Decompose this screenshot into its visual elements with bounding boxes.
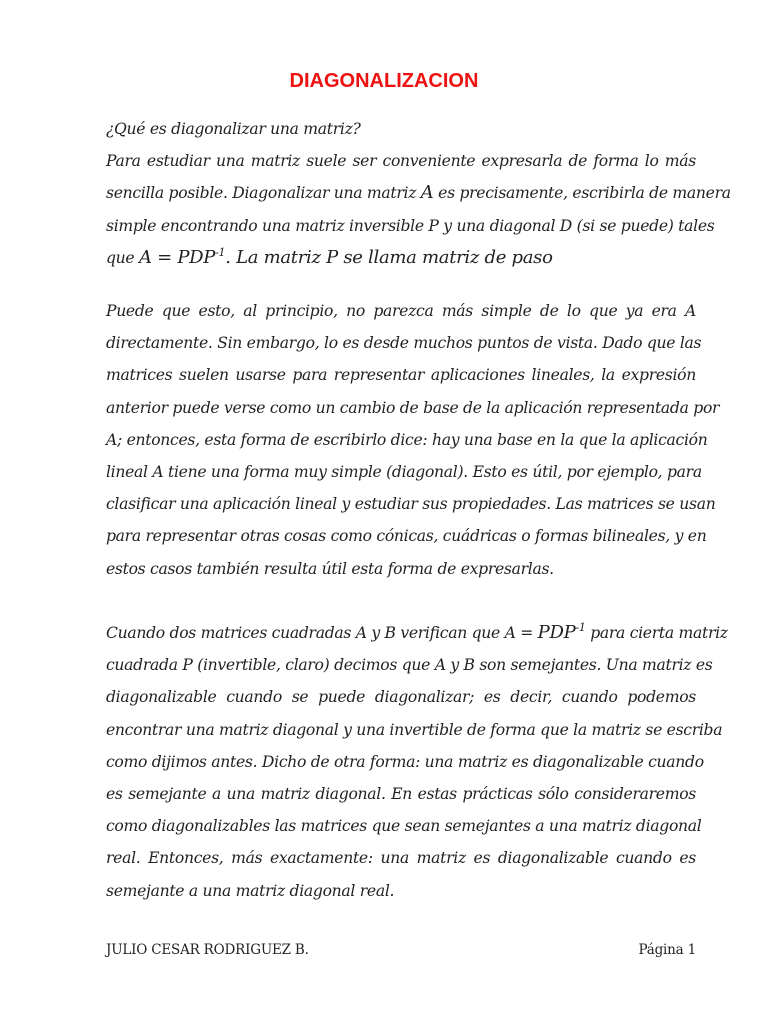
paragraph-2-line: Puede que esto, al principio, no parezca más simple de lo que ya era A [106,302,696,320]
paragraph-3-line: semejante a una matriz diagonal real. [106,881,395,900]
page-footer [106,942,696,958]
paragraph-1-line [106,242,696,274]
paragraph-3-line: encontrar una matriz diagonal y una invertible de forma que la matriz se escriba [106,720,723,739]
paragraph-3-line: es semejante a una matriz diagonal. En estas prácticas sólo consideraremos [106,784,696,803]
paragraph-3 [106,617,728,907]
paragraph-1-line [106,177,731,209]
paragraph-1-line: Para estudiar una matriz suele ser conveniente expresarla de forma lo más [106,152,696,171]
matrix-symbol: A [420,182,434,204]
exponent: -1 [575,621,586,634]
text-span: para cierta matriz [585,624,728,642]
formula: A = PDP [139,246,216,268]
paragraph-2-line: A; entonces, esta forma de escribirlo dice: hay una base en la que la aplicación [106,430,708,449]
text-span: Cuando dos matrices cuadradas A y B verifican que A = [106,624,538,642]
page-number: Página 1 [638,942,696,958]
paragraph-2-line: directamente. Sin embargo, lo es desde muchos puntos de vista. Dado que las [106,334,702,353]
footer-author: JULIO CESAR RODRIGUEZ B. [106,942,309,958]
paragraph-2-line: anterior puede verse como un cambio de base de la aplicación representada por [106,398,720,417]
paragraph-3-line [106,617,728,649]
paragraph-3-line: real. Entonces, más exactamente: una matriz es diagonalizable cuando es [106,849,696,868]
paragraph-3-line: como dijimos antes. Dicho de otra forma: una matriz es diagonalizable cuando [106,752,704,771]
paragraph-3-line: como diagonalizables las matrices que sean semejantes a una matriz diagonal [106,817,702,836]
exponent: -1 [215,245,226,259]
question-heading: ¿Qué es diagonalizar una matriz? [106,120,361,138]
paragraph-2-line: estos casos también resulta útil esta forma de expresarlas. [106,559,554,578]
paragraph-1-line: simple encontrando una matriz inversible P y una diagonal D (si se puede) tales [106,216,715,235]
paragraph-3-line: cuadrada P (invertible, claro) decimos que A y B son semejantes. Una matriz es [106,656,713,675]
text-span: sencilla posible. Diagonalizar una matriz [106,184,421,203]
formula: PDP [537,622,576,643]
text-span: es precisamente, escribirla de manera [433,184,731,203]
paragraph-2-line: matrices suelen usarse para representar aplicaciones lineales, la expresión [106,366,696,385]
text-span: . La matriz P se llama matriz de paso [225,246,553,268]
intro-section [106,113,731,274]
paragraph-2-line: para representar otras cosas como cónicas, cuádricas o formas bilineales, y en [106,527,707,546]
paragraph-2 [106,295,720,585]
document-title: DIAGONALIZACION [289,70,479,92]
text-span: que [106,248,140,267]
paragraph-3-line: diagonalizable cuando se puede diagonalizar; es decir, cuando podemos [106,688,696,707]
paragraph-2-line: clasificar una aplicación lineal y estudiar sus propiedades. Las matrices se usan [106,495,716,514]
paragraph-2-line: lineal A tiene una forma muy simple (diagonal). Esto es útil, por ejemplo, para [106,462,702,481]
